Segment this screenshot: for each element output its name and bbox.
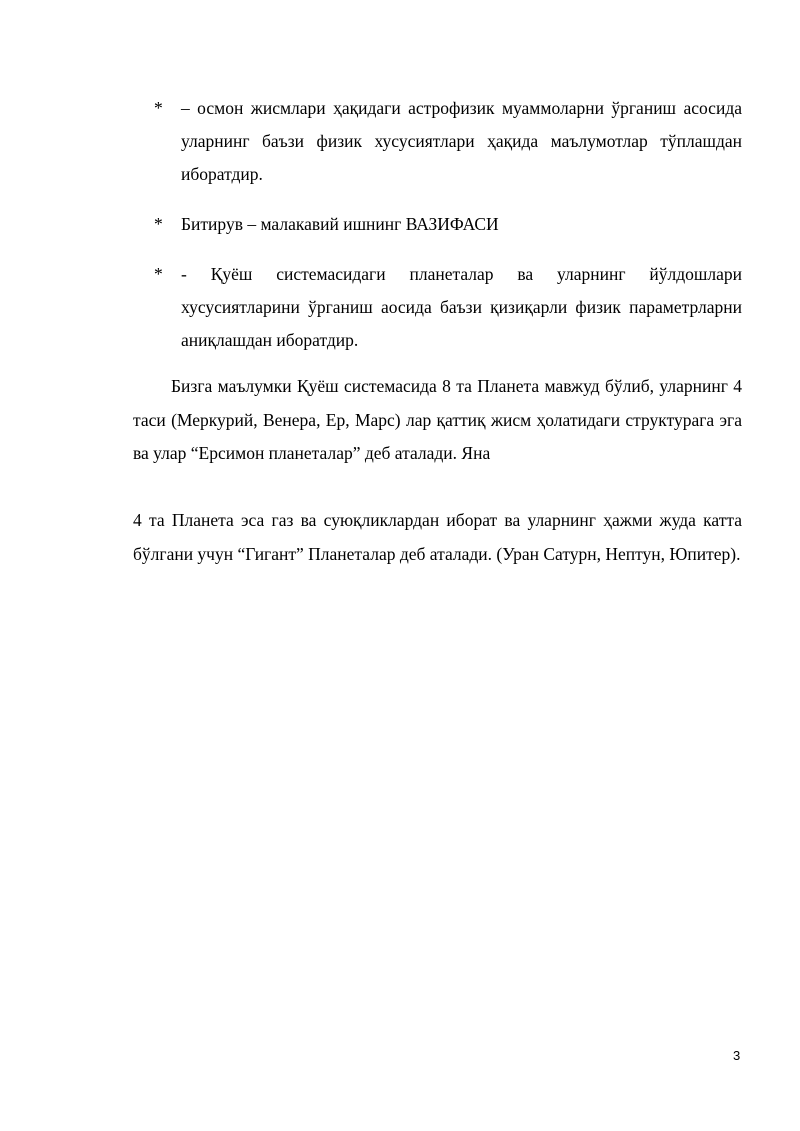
bullet-asterisk: *: [154, 264, 163, 284]
body-paragraph-planets-terrestrial: Бизга маълумки Қуёш системасида 8 та Планета мавжуд бўлиб, уларнинг 4 таси (Меркурий, Венера, Ер, Марс) лар қаттиқ жисм ҳолатидаги структурага эга ва улар “Ерсимон планеталар” деб аталади. Яна: [133, 376, 742, 463]
bullet-text: - Қуёш системасидаги планеталар ва уларнинг йўлдошлари хусусиятларини ўрганиш аосида баъзи қизиқарли физик параметрларни аниқлашдан иборатдир.: [181, 264, 742, 350]
bullet-asterisk: *: [154, 214, 163, 234]
bullet-item: [154, 258, 742, 357]
bullet-item: [154, 92, 742, 191]
body-paragraph-planets-giant: 4 та Планета эса газ ва суюқликлардан иборат ва уларнинг ҳажми жуда катта бўлгани учун “Гигант” Планеталар деб аталади. (Уран Сатурн, Нептун, Юпитер).: [133, 510, 742, 564]
bullet-text: – осмон жисмлари ҳақидаги астрофизик муаммоларни ўрганиш асосида уларнинг баъзи физик хусусиятлари ҳақида маълумотлар тўплашдан иборатдир.: [181, 98, 742, 184]
bullet-asterisk: *: [154, 98, 163, 118]
bullet-text: Битирув – малакавий ишнинг ВАЗИФАСИ: [181, 214, 499, 234]
bullet-item: [154, 208, 742, 241]
page-number: 3: [733, 1048, 741, 1063]
